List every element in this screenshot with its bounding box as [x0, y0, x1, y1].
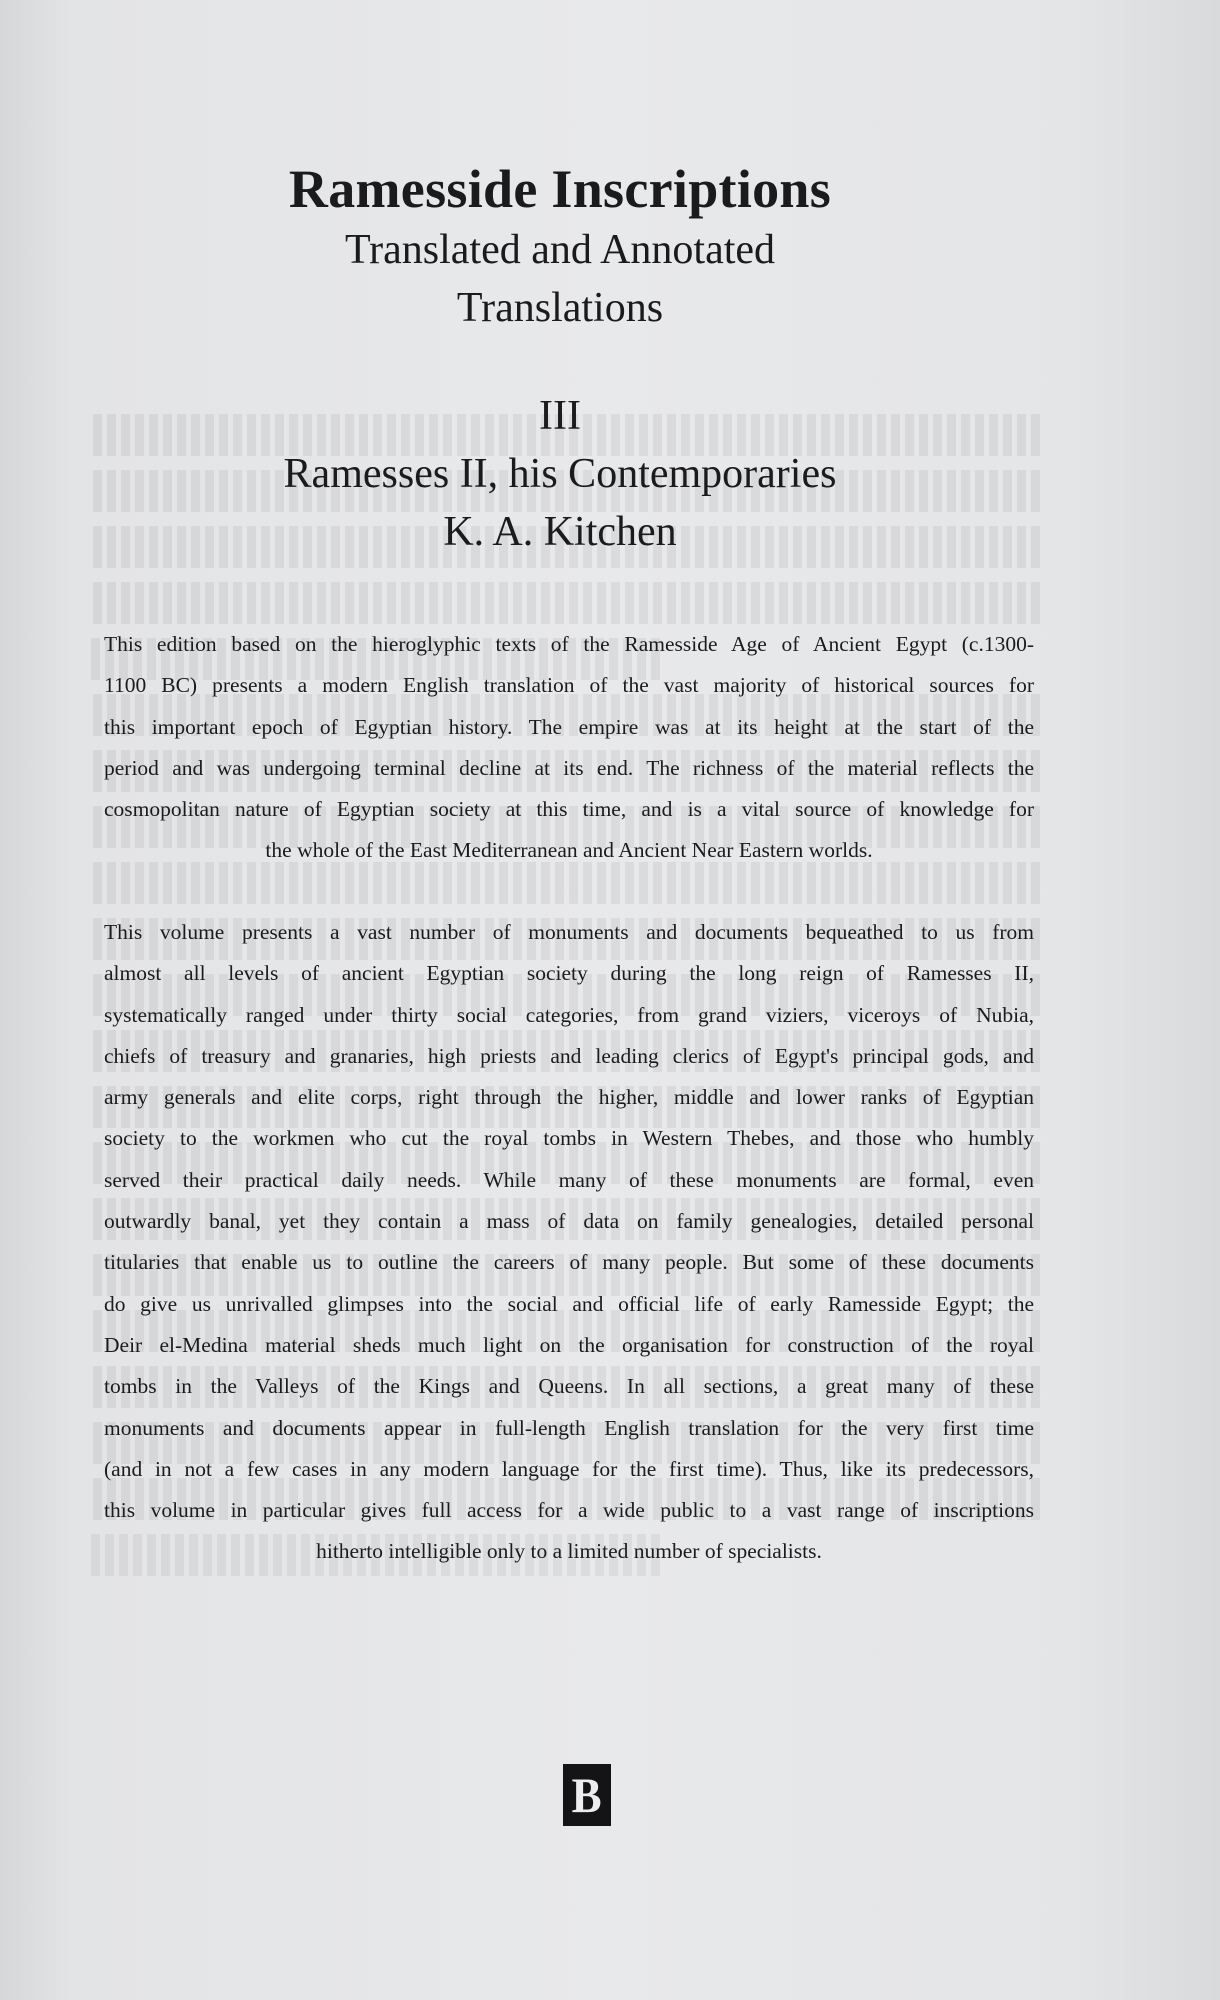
publisher-logo-letter: B: [571, 1767, 603, 1823]
paragraph-line: monuments and documents appear in full-length English translation for the very first time: [104, 1415, 1034, 1440]
book-title: Ramesside Inscriptions: [288, 159, 832, 219]
publisher-b-logo-icon: [563, 1764, 611, 1826]
paragraph-line: army generals and elite corps, right through the higher, middle and lower ranks of Egyptian: [104, 1085, 1034, 1110]
paragraph-line: do give us unrivalled glimpses into the social and official life of early Ramesside Egypt; the: [104, 1291, 1034, 1316]
paragraph-line: chiefs of treasury and granaries, high priests and leading clerics of Egypt's principal gods, and: [104, 1043, 1034, 1068]
paragraph-last-line: hitherto intelligible only to a limited number of specialists.: [316, 1539, 822, 1564]
paragraph-line: (and in not a few cases in any modern language for the first time). Thus, like its predecessors,: [104, 1456, 1034, 1481]
paragraph-line: 1100 BC) presents a modern English translation of the vast majority of historical sources for: [104, 673, 1034, 698]
paragraph-line: served their practical daily needs. While many of these monuments are formal, even: [104, 1167, 1034, 1192]
volume-title: Ramesses II, his Contemporaries: [283, 451, 837, 497]
book-subtitle-line-2: Translations: [456, 285, 664, 331]
description-paragraph-1: [104, 624, 1034, 872]
author-name: K. A. Kitchen: [443, 509, 677, 555]
paragraph-last-line: the whole of the East Mediterranean and Ancient Near Eastern worlds.: [265, 838, 873, 863]
volume-number: III: [539, 393, 581, 439]
paragraph-line: period and was undergoing terminal decline at its end. The richness of the material reflects the: [104, 755, 1034, 780]
paragraph-line: systematically ranged under thirty social categories, from grand viziers, viceroys of Nubia,: [104, 1002, 1034, 1027]
paragraph-line: titularies that enable us to outline the careers of many people. But some of these documents: [104, 1250, 1034, 1275]
paragraph-line: this volume in particular gives full access for a wide public to a vast range of inscriptions: [104, 1498, 1034, 1523]
paragraph-line: tombs in the Valleys of the Kings and Queens. In all sections, a great many of these: [104, 1374, 1034, 1399]
paragraph-line: cosmopolitan nature of Egyptian society at this time, and is a vital source of knowledge for: [104, 797, 1034, 822]
paragraph-line: This edition based on the hieroglyphic texts of the Ramesside Age of Ancient Egypt (c.1300-: [104, 632, 1034, 656]
paragraph-line: This volume presents a vast number of monuments and documents bequeathed to us from: [104, 920, 1034, 944]
paragraph-line: society to the workmen who cut the royal tombs in Western Thebes, and those who humbly: [104, 1126, 1034, 1151]
description-paragraph-2: [104, 912, 1034, 1573]
paragraph-line: almost all levels of ancient Egyptian society during the long reign of Ramesses II,: [104, 961, 1034, 986]
paragraph-line: outwardly banal, yet they contain a mass of data on family genealogies, detailed personal: [104, 1209, 1034, 1234]
book-subtitle-line-1: Translated and Annotated: [344, 227, 776, 273]
paragraph-line: Deir el-Medina material sheds much light on the organisation for construction of the royal: [104, 1332, 1034, 1357]
paragraph-line: this important epoch of Egyptian history. The empire was at its height at the start of the: [104, 714, 1034, 739]
